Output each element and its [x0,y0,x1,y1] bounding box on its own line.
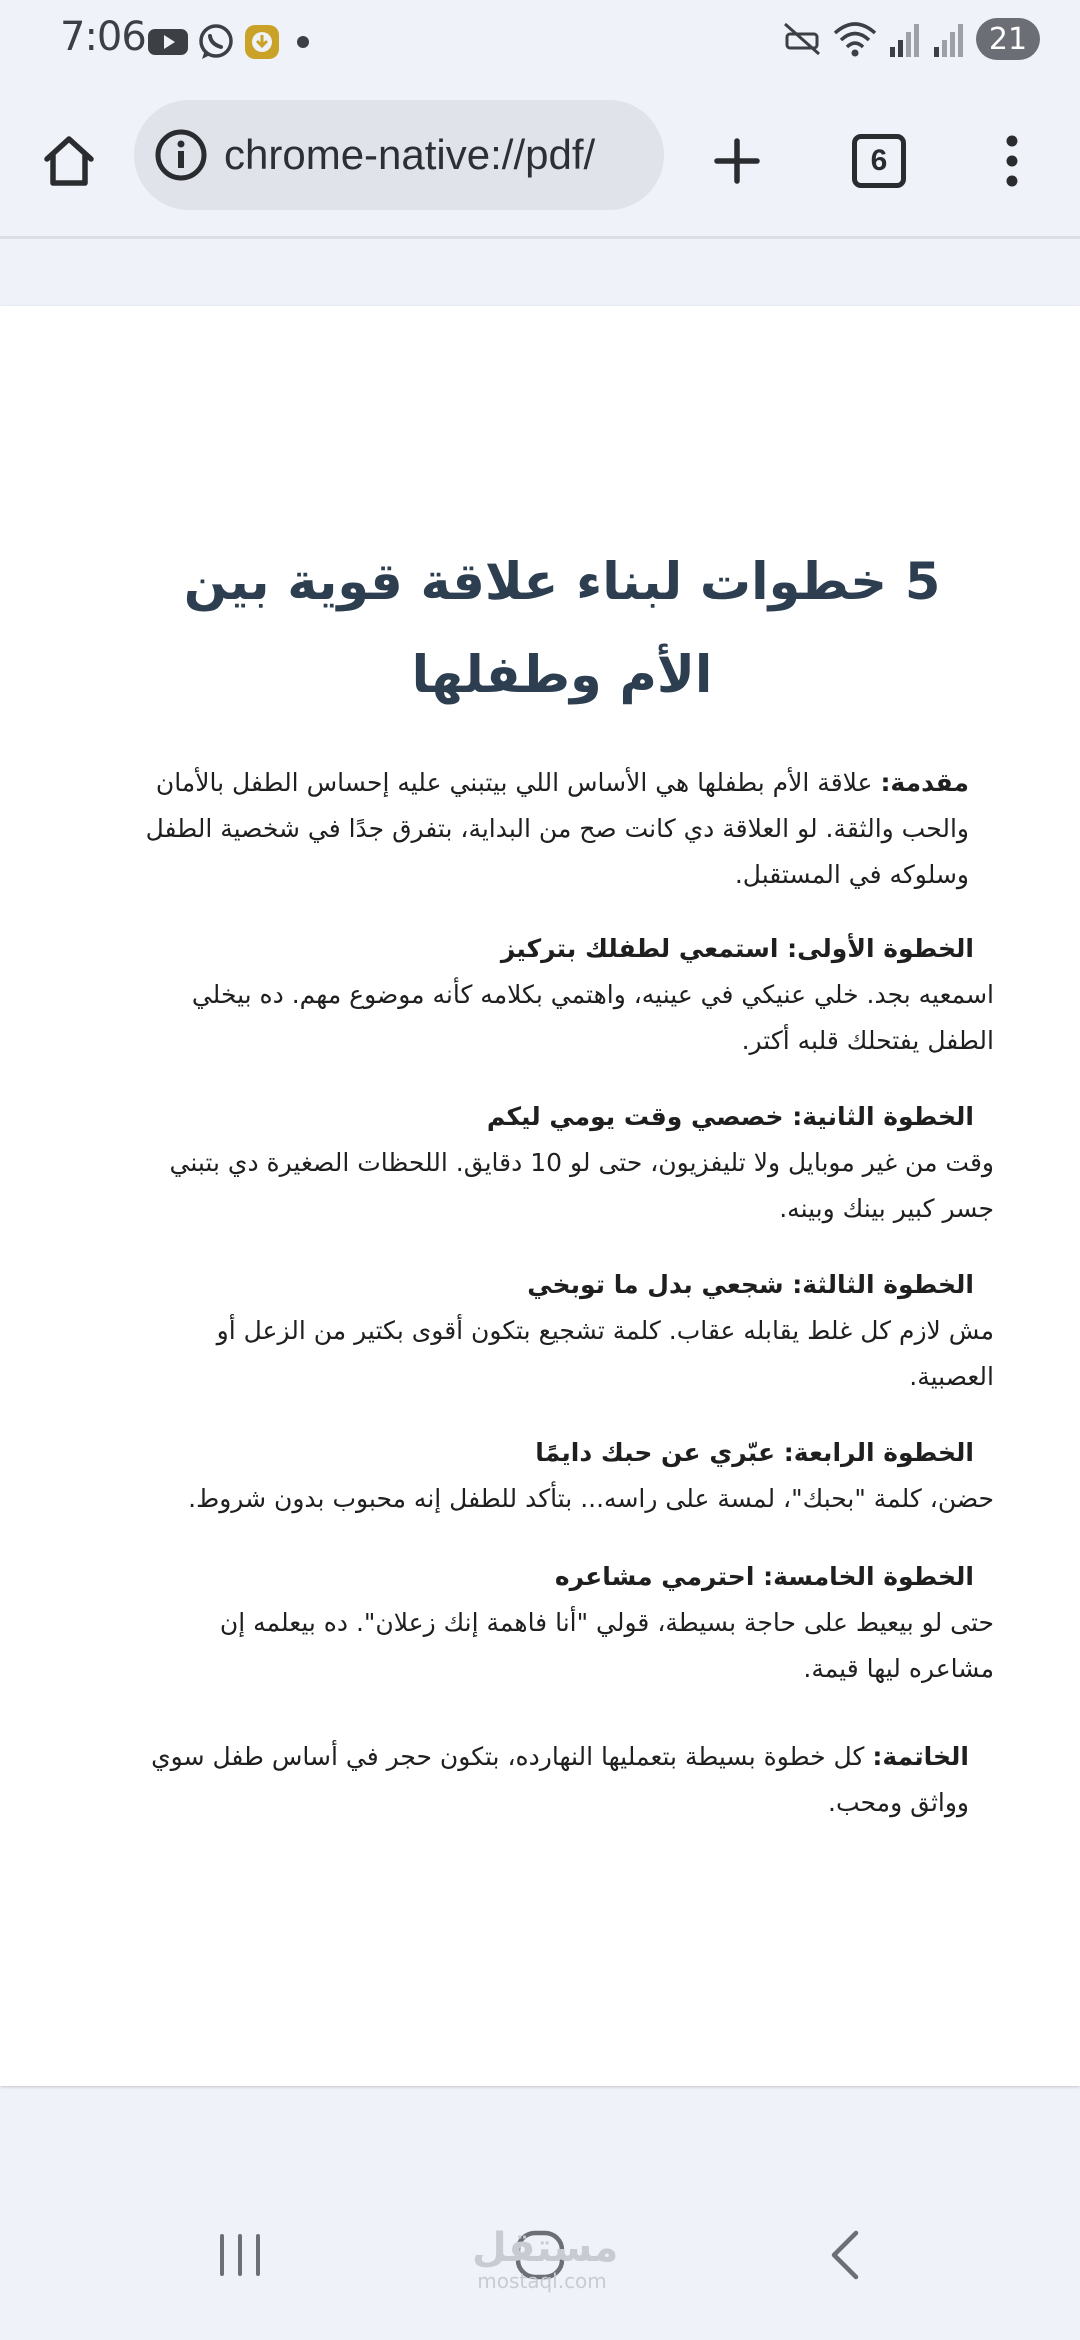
conclusion-paragraph [105,1734,994,1826]
step-3-body: مش لازم كل غلط يقابله عقاب. كلمة تشجيع بتكون أقوى بكتير من الزعل أو العصبية. [216,1316,994,1391]
more-vert-icon [1002,133,1022,189]
home-icon [40,132,98,190]
tab-count: 6 [852,134,906,188]
signal-sim1-icon [888,19,922,59]
watermark-latin: mostaql.com [477,2269,607,2293]
conclusion-label: الخاتمة: [872,1742,969,1771]
step-2-body: وقت من غير موبايل ولا تليفزيون، حتى لو 10 دقايق. اللحظات الصغيرة دي بتبني جسر كبير بينك وبينه. [169,1148,994,1223]
browser-toolbar [0,84,1080,239]
download-app-icon [242,22,282,62]
step-4-heading: الخطوة الرابعة: عبّري عن حبك دايمًا [535,1438,974,1467]
pdf-page [0,306,1080,2086]
url-text[interactable]: chrome-native://pdf/ [224,131,596,178]
notification-icons [146,22,318,62]
step-2-heading: الخطوة الثانية: خصصي وقت يومي ليكم [486,1102,974,1131]
home-button[interactable] [30,122,108,200]
recent-apps-button[interactable] [200,2220,280,2290]
status-time: 7:06 [60,14,146,60]
recents-icon [215,2232,265,2278]
back-icon [826,2229,866,2281]
whatsapp-icon [196,22,236,62]
intro-text: علاقة الأم بطفلها هي الأساس اللي بيتبني عليه إحساس الطفل بالأمان والحب والثقة. لو العلاقة دي كانت صح من البداية، بتفرق جدًا في شخصية الطفل وسلوكه في المستقبل. [145,768,969,889]
intro-paragraph [105,760,994,898]
tab-switcher-button[interactable] [840,122,918,200]
more-notifications-dot-icon [288,27,318,57]
step-5-heading: الخطوة الخامسة: احترمي مشاعره [554,1562,974,1591]
info-icon[interactable] [154,128,208,182]
battery-indicator: 21 [976,18,1040,60]
document-title: 5 خطوات لبناء علاقة قوية بين الأم وطفلها [183,553,941,705]
step-4-body: حضن، كلمة "بحبك"، لمسة على راسه... بتأكد للطفل إنه محبوب بدون شروط. [188,1484,994,1513]
new-tab-button[interactable] [702,122,772,200]
signal-sim2-icon [932,19,966,59]
step-5-body: حتى لو بيعيط على حاجة بسيطة، قولي "أنا فاهمة إنك زعلان". ده بيعلمه إن مشاعره ليها قيمة. [219,1608,994,1683]
intro-label: مقدمة: [880,768,969,797]
step-3-heading: الخطوة الثالثة: شجعي بدل ما توبخي [527,1270,974,1299]
wifi-icon [832,19,878,59]
silent-mode-icon [782,19,822,59]
plus-icon [711,135,763,187]
step-1-body: اسمعيه بجد. خلي عنيكي في عينيه، واهتمي بكلامه كأنه موضوع مهم. ده بيخلي الطفل يفتحلك قلبه أكتر. [191,980,994,1055]
step-1-heading: الخطوة الأولى: استمعي لطفلك بتركيز [500,934,974,963]
menu-button[interactable] [982,122,1042,200]
watermark-arabic: مستقل [472,2225,619,2271]
conclusion-text: كل خطوة بسيطة بتعمليها النهارده، بتكون حجر في أساس طفل سوي وواثق ومحب. [151,1742,969,1817]
system-icons [782,18,1040,60]
status-bar [0,0,1080,84]
back-button[interactable] [806,2220,886,2290]
youtube-icon [146,24,190,60]
address-bar[interactable] [134,100,664,210]
watermark [472,2225,619,2293]
